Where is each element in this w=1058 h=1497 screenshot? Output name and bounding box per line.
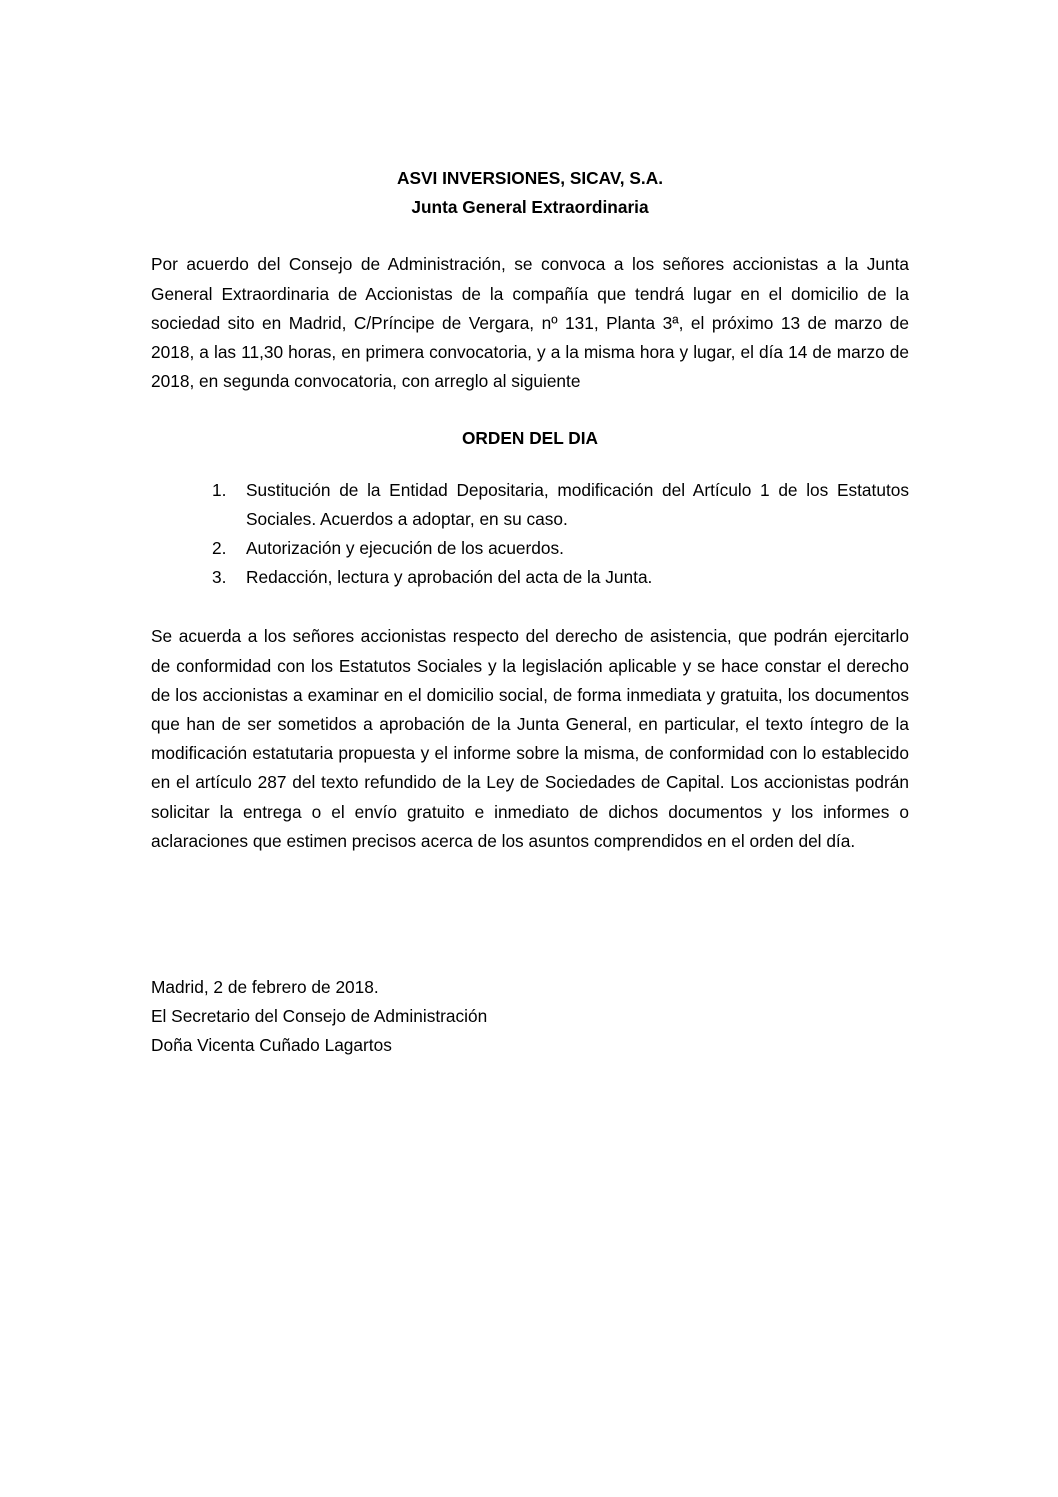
intro-paragraph: Por acuerdo del Consejo de Administración, se convoca a los señores accionistas a la Junta General Extraordinaria de Accionistas de la compañía que tendrá lugar en el domicilio de la sociedad sito en Madrid, C/Príncipe de Vergara, nº 131, Planta 3ª, el próximo 13 de marzo de 2018, a las 11,30 horas, en primera convocatoria, y a la misma hora y lugar, el día 14 de marzo de 2018, en segunda convocatoria, con arreglo al siguiente <box>151 254 909 392</box>
signature-block <box>151 973 909 1061</box>
agenda-item-text: Redacción, lectura y aprobación del acta de la Junta. <box>246 567 653 588</box>
document-header <box>151 164 909 222</box>
signature-name: Doña Vicenta Cuñado Lagartos <box>151 1035 392 1056</box>
agenda-item-2 <box>151 534 909 563</box>
agenda-item-number: 3. <box>212 567 227 588</box>
agenda-item-1 <box>151 476 909 534</box>
agenda-item-3 <box>151 563 909 592</box>
signature-place-date: Madrid, 2 de febrero de 2018. <box>151 977 379 998</box>
agenda-item-number: 2. <box>212 538 227 559</box>
agenda-item-number: 1. <box>212 479 227 500</box>
meeting-type: Junta General Extraordinaria <box>411 197 649 218</box>
company-name: ASVI INVERSIONES, SICAV, S.A. <box>396 168 663 188</box>
agenda-item-text: Autorización y ejecución de los acuerdos. <box>246 538 564 559</box>
document-body <box>151 164 909 1061</box>
signature-role: El Secretario del Consejo de Administración <box>151 1006 488 1027</box>
rights-paragraph: Se acuerda a los señores accionistas respecto del derecho de asistencia, que podrán ejercitarlo de conformidad con los Estatutos Sociales y la legislación aplicable y se hace constar el derecho de los accionistas a examinar en el domicilio social, de forma inmediata y gratuita, los documentos que han de ser sometidos a aprobación de la Junta General, en particular, el texto íntegro de la modificación estatutaria propuesta y el informe sobre la misma, de conformidad con lo establecido en el artículo 287 del texto refundido de la Ley de Sociedades de Capital. Los accionistas podrán solicitar la entrega o el envío gratuito e inmediato de dichos documentos y los informes o aclaraciones que estimen precisos acerca de los asuntos comprendidos en el orden del día. <box>151 626 909 851</box>
agenda-list <box>151 476 909 593</box>
agenda-item-text: Sustitución de la Entidad Depositaria, modificación del Artículo 1 de los Estatutos Sociales. Acuerdos a adoptar, en su caso. <box>246 479 909 529</box>
agenda-heading: ORDEN DEL DIA <box>461 428 599 449</box>
